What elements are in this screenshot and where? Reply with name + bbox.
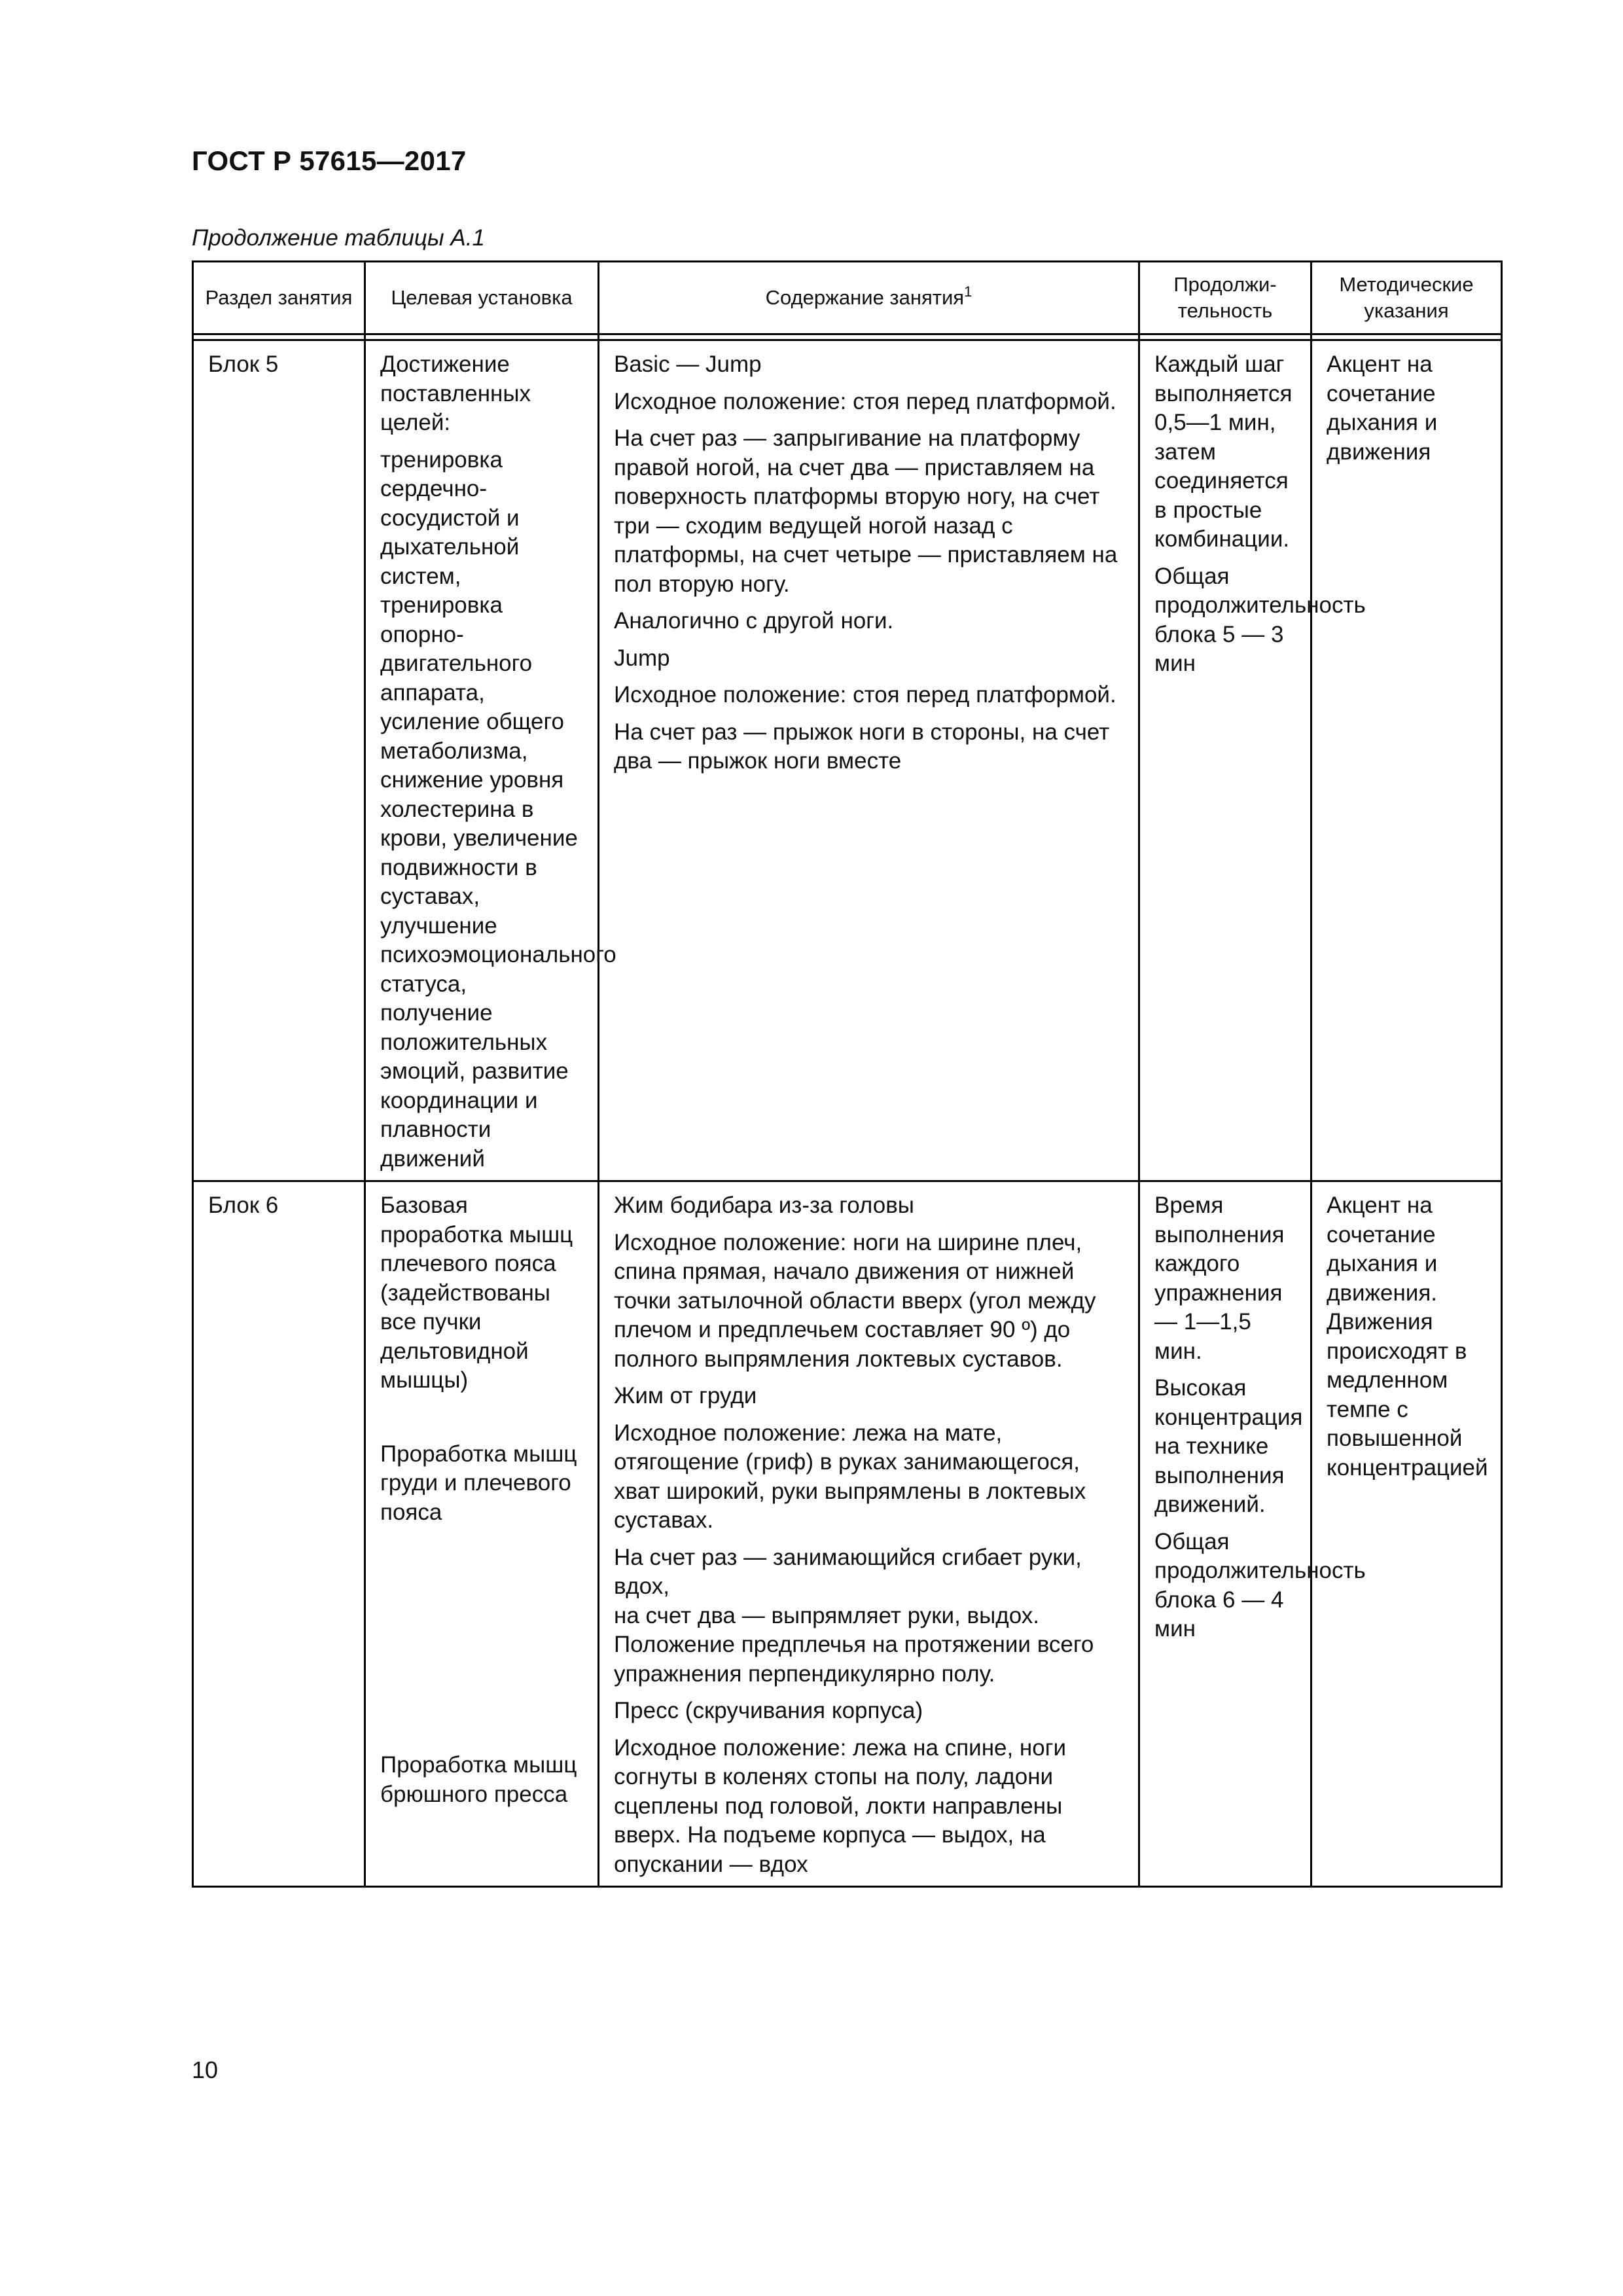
column-header-goal: Целевая установка <box>365 262 599 334</box>
notes-text: Акцент на сочетание дыхания и движения. Движения происходят в медленном темпе с повышенной концентрацией <box>1327 1193 1488 1480</box>
column-header-section: Раздел занятия <box>193 262 365 334</box>
goal-cell <box>365 1181 599 1887</box>
duration-text: Каждый шаг выполняется 0,5—1 мин, затем соединяется в простые комбинации. <box>1154 351 1293 552</box>
column-header-notes: Методические указания <box>1311 262 1502 334</box>
section-cell: Блок 6 <box>193 1181 365 1887</box>
duration-text: Общая продолжительность блока 6 — 4 мин <box>1154 1528 1366 1641</box>
content-text: Жим бодибара из-за головы <box>614 1193 914 1218</box>
table-caption: Продолжение таблицы А.1 <box>192 225 485 251</box>
content-cell <box>599 340 1139 1181</box>
table-row <box>193 1181 1502 1887</box>
column-header-content-label: Содержание занятия <box>765 286 965 309</box>
exercise-table <box>192 260 1503 1888</box>
page-number: 10 <box>192 2056 219 2083</box>
table-row <box>193 340 1502 1181</box>
duration-text: Высокая концентрация на технике выполнения движений. <box>1154 1375 1303 1517</box>
duration-text: Время выполнения каждого упражнения — 1—1,5 мин. <box>1154 1193 1285 1364</box>
goal-text: тренировка сердечно-сосудистой и дыхательной систем, тренировка опорно-двигательного аппарата, усиление общего метаболизма, снижение уровня холестерина в крови, увеличение подвижности в суставах, улучшение психоэмоционального статуса, получение положительных эмоций, развитие координации и плавности движений <box>380 446 616 1172</box>
duration-cell <box>1139 1181 1366 1887</box>
goal-spacer <box>380 1535 583 1751</box>
table-header-row <box>193 262 1502 334</box>
duration-cell <box>1139 340 1366 1181</box>
content-text: На счет раз — занимающийся сгибает руки, вдох, <box>614 1544 1082 1599</box>
section-cell: Блок 5 <box>193 340 365 1181</box>
content-text: Basic — Jump <box>614 351 762 377</box>
content-text: Исходное положение: лежа на спине, ноги согнуты в коленях стопы на полу, ладони сцеплены под головой, локти направлены вверх. На подъеме корпуса — выдох, на опускании — вдох <box>614 1734 1067 1877</box>
content-text: Исходное положение: ноги на ширине плеч, спина прямая, начало движения от нижней точки затылочной области вверх (угол между плечом и предплечьем составляет 90 º) до полного выпрямления локтевых суставов. <box>614 1229 1096 1372</box>
content-text: Аналогично с другой ноги. <box>614 608 894 634</box>
content-text: На счет раз — прыжок ноги в стороны, на счет два — прыжок ноги вместе <box>614 719 1110 774</box>
document-header: ГОСТ Р 57615—2017 <box>192 145 467 176</box>
content-text: Пресс (скручивания корпуса) <box>614 1698 923 1723</box>
content-text: Исходное положение: стоя перед платформой. <box>614 388 1116 414</box>
content-text: Jump <box>614 645 670 671</box>
header-double-rule <box>193 334 1502 340</box>
content-cell <box>599 1181 1139 1887</box>
goal-text: Проработка мышц брюшного пресса <box>380 1752 577 1807</box>
content-text: Исходное положение: лежа на мате, отягощение (гриф) в руках занимающегося, хват широкий, руки выпрямлены в локтевых суставах. <box>614 1420 1086 1533</box>
column-header-duration: Продолжи-тельность <box>1139 262 1311 334</box>
column-header-content <box>599 262 1139 334</box>
goal-text: Достижение поставленных целей: <box>380 351 531 435</box>
content-text: На счет раз — запрыгивание на платформу правой ногой, на счет два — приставляем на поверхность платформы вторую ногу, на счет три — сходим ведущей ногой назад с платформы, на счет четыре — приставляем на пол вторую ногу. <box>614 425 1118 597</box>
footnote-mark: 1 <box>964 283 972 300</box>
content-text: Исходное положение: стоя перед платформой. <box>614 682 1116 708</box>
notes-cell <box>1311 1181 1502 1887</box>
goal-text: Базовая проработка мышц плечевого пояса (задействованы все пучки дельтовидной мышцы) <box>380 1193 573 1393</box>
goal-cell <box>365 340 616 1181</box>
duration-text: Общая продолжительность блока 5 — 3 мин <box>1154 563 1366 676</box>
goal-spacer <box>380 1403 583 1440</box>
notes-cell <box>1311 340 1502 1181</box>
goal-text: Проработка мышц груди и плечевого пояса <box>380 1441 577 1525</box>
content-text: Жим от груди <box>614 1383 757 1408</box>
notes-text: Акцент на сочетание дыхания и движения <box>1327 351 1438 465</box>
content-text: на счет два — выпрямляет руки, выдох. Положение предплечья на протяжении всего упражнения перпендикулярно полу. <box>614 1602 1094 1687</box>
